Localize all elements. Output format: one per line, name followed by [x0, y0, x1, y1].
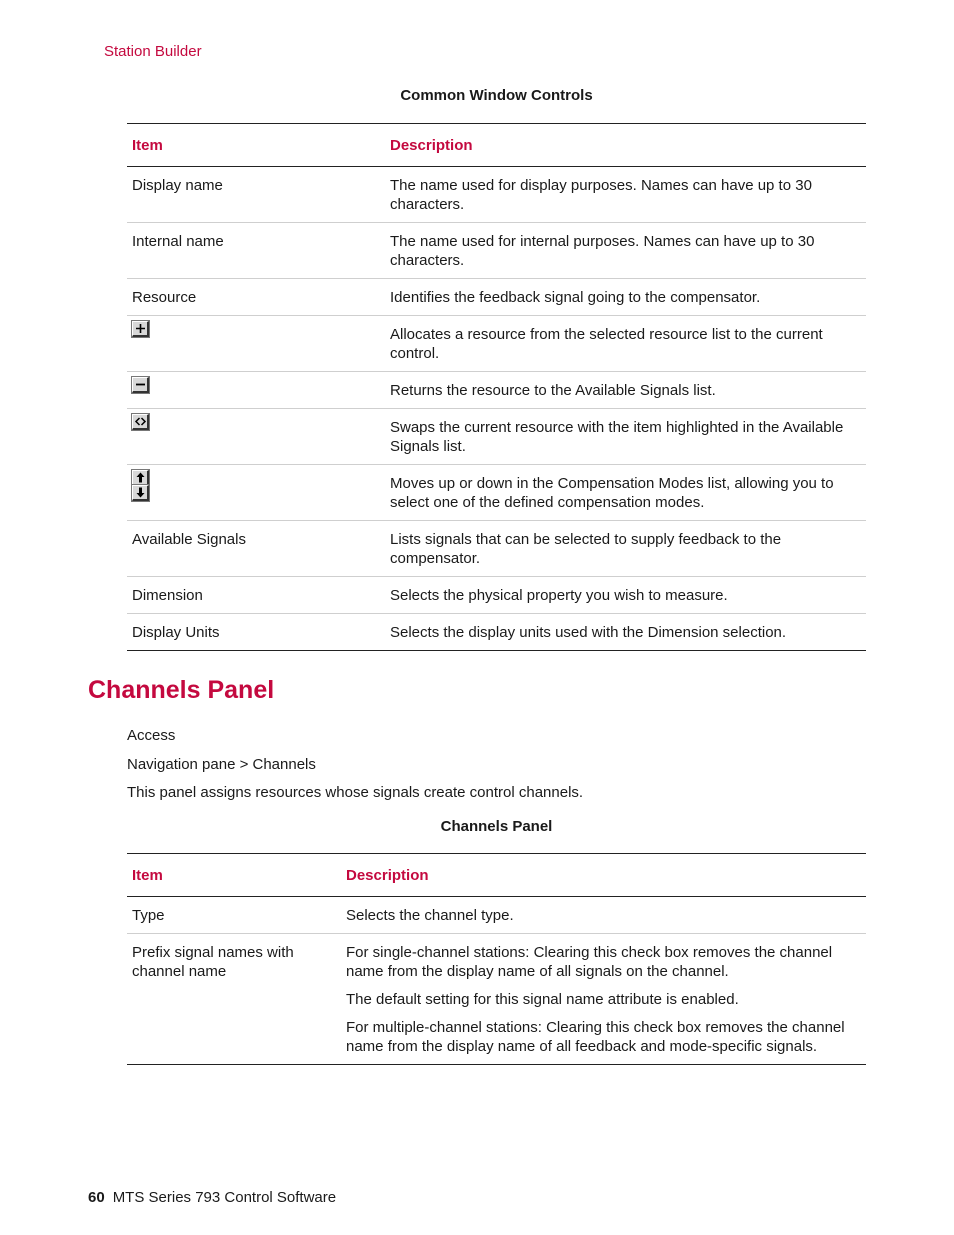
item-cell: Available Signals: [127, 521, 385, 577]
table-row: [127, 223, 866, 279]
item-cell: Resource: [127, 279, 385, 316]
table-row: [127, 279, 866, 316]
description-paragraph: For multiple-channel stations: Clearing this check box removes the channel name from the display name of all feedback and mode-specific signals.: [346, 1019, 845, 1055]
description-cell: Swaps the current resource with the item highlighted in the Available Signals list.: [385, 409, 866, 465]
common-window-controls-table: [127, 123, 866, 651]
document-title: MTS Series 793 Control Software: [112, 1189, 337, 1206]
table-row: [127, 934, 866, 1065]
table-row: [127, 409, 866, 465]
remove-resource-icon: [132, 377, 149, 393]
item-cell: [127, 372, 385, 409]
item-cell: Prefix signal names with channel name: [127, 934, 341, 1065]
item-cell: Internal name: [127, 223, 385, 279]
description-cell: Selects the display units used with the Dimension selection.: [385, 614, 866, 651]
description-paragraph: For single-channel stations: Clearing this check box removes the channel name from the display name of all signals on the channel.: [346, 944, 833, 980]
description-cell: Identifies the feedback signal going to the compensator.: [385, 279, 866, 316]
description-cell: Allocates a resource from the selected resource list to the current control.: [385, 316, 866, 372]
table-row: [127, 316, 866, 372]
description-cell: Lists signals that can be selected to supply feedback to the compensator.: [385, 521, 866, 577]
table-title-common-window-controls: Common Window Controls: [400, 87, 593, 104]
description-paragraph: Selects the channel type.: [346, 907, 514, 924]
column-header-description: Description: [341, 854, 866, 897]
table-row: [127, 577, 866, 614]
description-cell: Selects the physical property you wish to measure.: [385, 577, 866, 614]
add-resource-icon: [132, 321, 149, 337]
header-section-link[interactable]: Station Builder: [104, 43, 202, 60]
move-up-down-icons: [132, 470, 380, 501]
table-row: [127, 614, 866, 651]
column-header-item: Item: [127, 124, 385, 167]
page-number: 60: [88, 1189, 105, 1206]
item-cell: Type: [127, 897, 341, 934]
move-up-icon: [132, 470, 149, 486]
section-heading-channels-panel: Channels Panel: [88, 676, 275, 704]
swap-resource-icon: [132, 414, 149, 430]
table-row: [127, 372, 866, 409]
description-cell: The name used for internal purposes. Names can have up to 30 characters.: [385, 223, 866, 279]
table-title-channels-panel: Channels Panel: [440, 818, 553, 835]
table-row: [127, 521, 866, 577]
channels-panel-table: [127, 853, 866, 1065]
item-cell: [127, 465, 385, 521]
table-row: [127, 167, 866, 223]
table-row: [127, 465, 866, 521]
column-header-description: Description: [385, 124, 866, 167]
item-cell: [127, 316, 385, 372]
table-row: [127, 897, 866, 934]
item-cell: Display Units: [127, 614, 385, 651]
description-cell: The name used for display purposes. Names can have up to 30 characters.: [385, 167, 866, 223]
description-cell: Returns the resource to the Available Signals list.: [385, 372, 866, 409]
table-header-row: [127, 124, 866, 167]
table-header-row: [127, 854, 866, 897]
description-paragraph: The default setting for this signal name attribute is enabled.: [346, 991, 739, 1008]
item-cell: Dimension: [127, 577, 385, 614]
item-cell: [127, 409, 385, 465]
page-footer: [88, 1189, 336, 1206]
move-down-icon: [132, 485, 149, 501]
description-cell: Moves up or down in the Compensation Modes list, allowing you to select one of the defined compensation modes.: [385, 465, 866, 521]
navigation-path: Navigation pane > Channels: [127, 756, 316, 773]
access-label: Access: [127, 727, 176, 744]
column-header-item: Item: [127, 854, 341, 897]
section-intro: This panel assigns resources whose signals create control channels.: [127, 784, 584, 801]
description-cell: [341, 934, 866, 1065]
description-cell: [341, 897, 866, 934]
item-cell: Display name: [127, 167, 385, 223]
